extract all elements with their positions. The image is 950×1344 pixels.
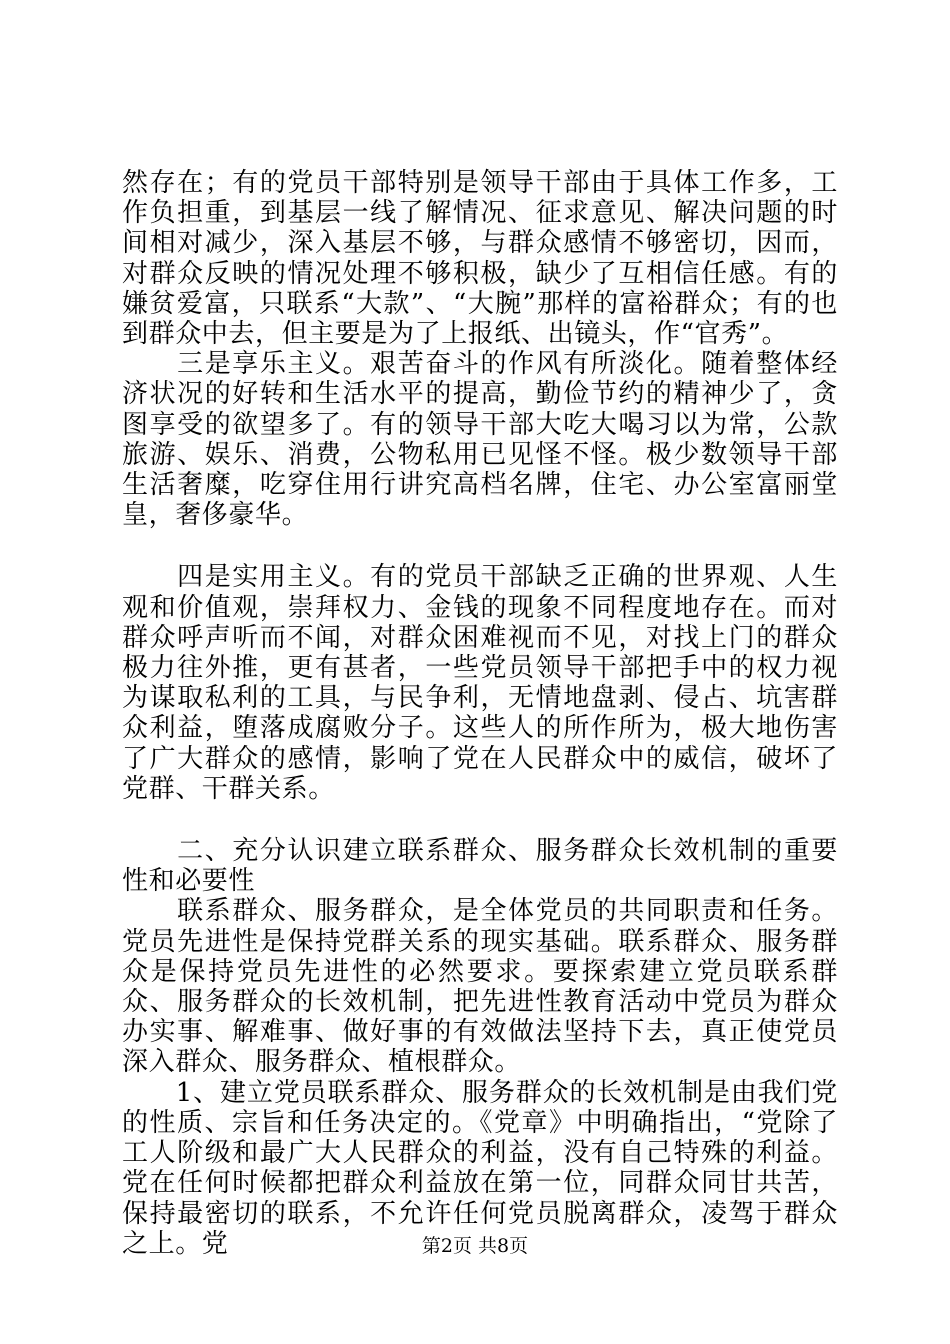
paragraph-spacer xyxy=(122,804,838,836)
paragraph-spacer xyxy=(122,530,838,562)
section-heading: 二、充分认识建立联系群众、服务群众长效机制的重要性和必要性 xyxy=(122,836,838,897)
paragraph-point-1: 1、建立党员联系群众、服务群众的长效机制是由我们党的性质、宗旨和任务决定的。《党章》中明确指出，“党除了工人阶级和最广大人民群众的利益，没有自己特殊的利益。党在任何时候都把群众利益放在第一位，同群众同甘共苦，保持最密切的联系，不允许任何党员脱离群众，凌驾于群众之上。党 xyxy=(122,1077,838,1259)
page-number-footer: 第2页 共8页 xyxy=(421,1235,529,1257)
paragraph-service: 联系群众、服务群众，是全体党员的共同职责和任务。党员先进性是保持党群关系的现实基础。联系群众、服务群众是保持党员先进性的必然要求。要探索建立党员联系群众、服务群众的长效机制，把先进性教育活动中党员为群众办实事、解难事、做好事的有效做法坚持下去，真正使党员深入群众、服务群众、植根群众。 xyxy=(122,896,838,1078)
paragraph-continuation: 然存在；有的党员干部特别是领导干部由于具体工作多，工作负担重，到基层一线了解情况、征求意见、解决问题的时间相对减少，深入基层不够，与群众感情不够密切，因而，对群众反映的情况处理不够积极，缺少了互相信任感。有的嫌贫爱富，只联系“大款”、“大腕”那样的富裕群众；有的也到群众中去，但主要是为了上报纸、出镜头，作“官秀”。 xyxy=(122,168,838,350)
paragraph-hedonism: 三是享乐主义。艰苦奋斗的作风有所淡化。随着整体经济状况的好转和生活水平的提高，勤俭节约的精神少了，贪图享受的欲望多了。有的领导干部大吃大喝习以为常，公款旅游、娱乐、消费，公物私用已见怪不怪。极少数领导干部生活奢糜，吃穿住用行讲究高档名牌，住宅、办公室富丽堂皇，奢侈豪华。 xyxy=(122,349,838,531)
paragraph-pragmatism: 四是实用主义。有的党员干部缺乏正确的世界观、人生观和价值观，崇拜权力、金钱的现象不同程度地存在。而对群众呼声听而不闻，对群众困难视而不见，对找上门的群众极力往外推，更有甚者，一些党员领导干部把手中的权力视为谋取私利的工具，与民争利，无情地盘剥、侵占、坑害群众利益，堕落成腐败分子。这些人的所作所为，极大地伤害了广大群众的感情，影响了党在人民群众中的威信，破坏了党群、干群关系。 xyxy=(122,562,838,804)
body-text xyxy=(122,168,838,1259)
